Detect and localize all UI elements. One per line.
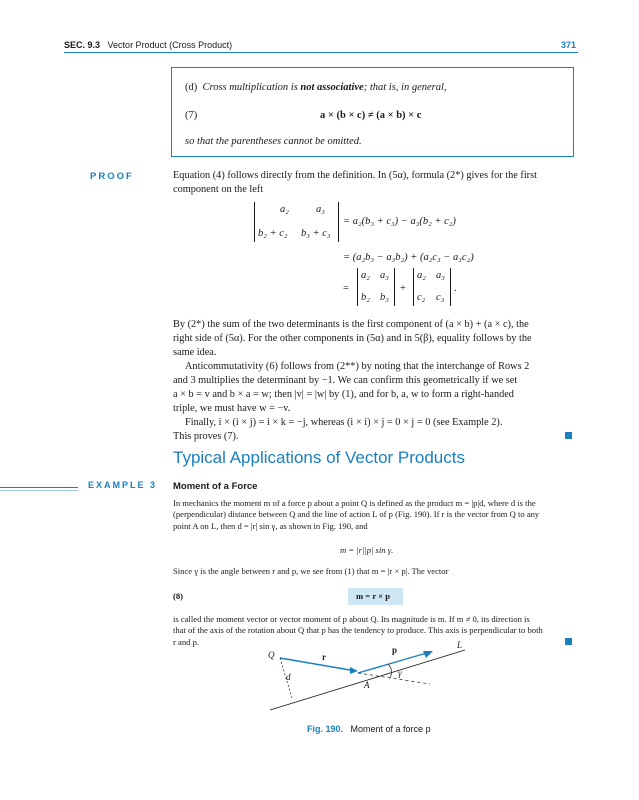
label-Q: Q <box>268 650 275 660</box>
section-title: Vector Product (Cross Product) <box>107 40 233 50</box>
theorem-part: (d) <box>185 82 198 93</box>
label-L: L <box>457 640 463 650</box>
equation-8: m = r × p <box>356 591 390 601</box>
proof-label: PROOF <box>90 171 134 182</box>
figure-number: Fig. 190. <box>307 724 344 734</box>
example-label: EXAMPLE 3 <box>88 480 158 490</box>
qed-square <box>565 432 572 439</box>
example-paragraph-3: is called the moment vector or vector moment of p about Q. Its magnitude is m. If m ≠ 0, its direction is that of the axis of the rotation about Q that p has the tendency to produce. This axis is perpendicular to both r and p. <box>173 614 543 647</box>
label-p: p <box>392 645 398 655</box>
det-bar-left <box>254 202 255 242</box>
rhs-line-2: = (a₂b₃ − a₃b₂) + (a₂c₃ − a₃c₂) <box>343 252 474 263</box>
det3-bar-right <box>450 268 451 306</box>
label-gamma: γ <box>398 668 402 678</box>
det3-bar-left <box>413 268 414 306</box>
page-number: 371 <box>561 40 577 50</box>
vector-r <box>280 658 356 671</box>
theorem-statement: (d) Cross multiplication is not associative; that is, in general, <box>185 82 447 93</box>
proof-paragraph-1: By (2*) the sum of the two determinants is the first component of (a × b) + (a × c), the right side of (5α). For the other components in (5α) and in 5(β), equality follows by the same idea. <box>173 319 532 358</box>
det2-bar-left <box>357 268 358 306</box>
det-bar-right <box>338 202 339 242</box>
figure-caption <box>307 724 431 734</box>
section-number: SEC. 9.3 <box>64 40 101 50</box>
vector-p-arrowhead <box>423 651 433 658</box>
example-rule-light <box>0 490 78 491</box>
figure-caption-text: Moment of a force p <box>350 724 431 734</box>
proof-paragraph-3: Finally, i × (i × j) = i × k = −j, whereas (i × i) × j = 0 × j = 0 (see Example 2). This proves (7). <box>173 417 503 442</box>
running-header <box>64 40 232 50</box>
rhs-line-1: = a₂(b₃ + c₃) − a₃(b₂ + c₂) <box>343 216 456 227</box>
label-r: r <box>322 652 326 662</box>
equation-7: a × (b × c) ≠ (a × b) × c <box>320 110 422 121</box>
figure-190 <box>240 640 480 720</box>
example-rule <box>0 487 78 488</box>
det2-bar-right <box>394 268 395 306</box>
angle-gamma-arc <box>388 664 392 678</box>
equation-m: m = |r||p| sin γ. <box>340 545 394 555</box>
label-d: d <box>286 672 291 682</box>
section-heading: Typical Applications of Vector Products <box>173 448 465 467</box>
example-title: Moment of a Force <box>173 481 258 492</box>
vector-p <box>358 652 430 673</box>
qed-square-example <box>565 638 572 645</box>
theorem-conclusion: so that the parentheses cannot be omitted. <box>185 136 362 147</box>
example-paragraph-2: Since γ is the angle between r and p, we see from (1) that m = |r × p|. The vector <box>173 566 449 576</box>
proof-paragraph-2: Anticommutativity (6) follows from (2**) by noting that the interchange of Rows 2 and 3 multiplies the determinant by −1. We can confirm this geometrically if we set a × b = v and b × a = w; then |v| = |w| by (1), and for b, a, w to form a right-handed triple, we must have w = −v. <box>173 361 530 414</box>
header-rule <box>64 52 578 53</box>
example-paragraph-1: In mechanics the moment m of a force p about a point Q is defined as the product m = |p|d, where d is the (perpendicular) distance between Q and the line of action L of p (Fig. 190). If r is the vector from Q to any point A on L, then d = |r| sin γ, as shown in Fig. 190, and <box>173 498 540 531</box>
equation-number: (7) <box>185 110 198 121</box>
vector-r-arrowhead <box>350 667 358 674</box>
equation-8-number: (8) <box>173 591 184 601</box>
label-A: A <box>364 680 370 690</box>
proof-intro: Equation (4) follows directly from the definition. In (5α), formula (2*) gives for the first component on the left <box>173 170 537 195</box>
not-associative-emphasis: not associative <box>300 82 364 93</box>
